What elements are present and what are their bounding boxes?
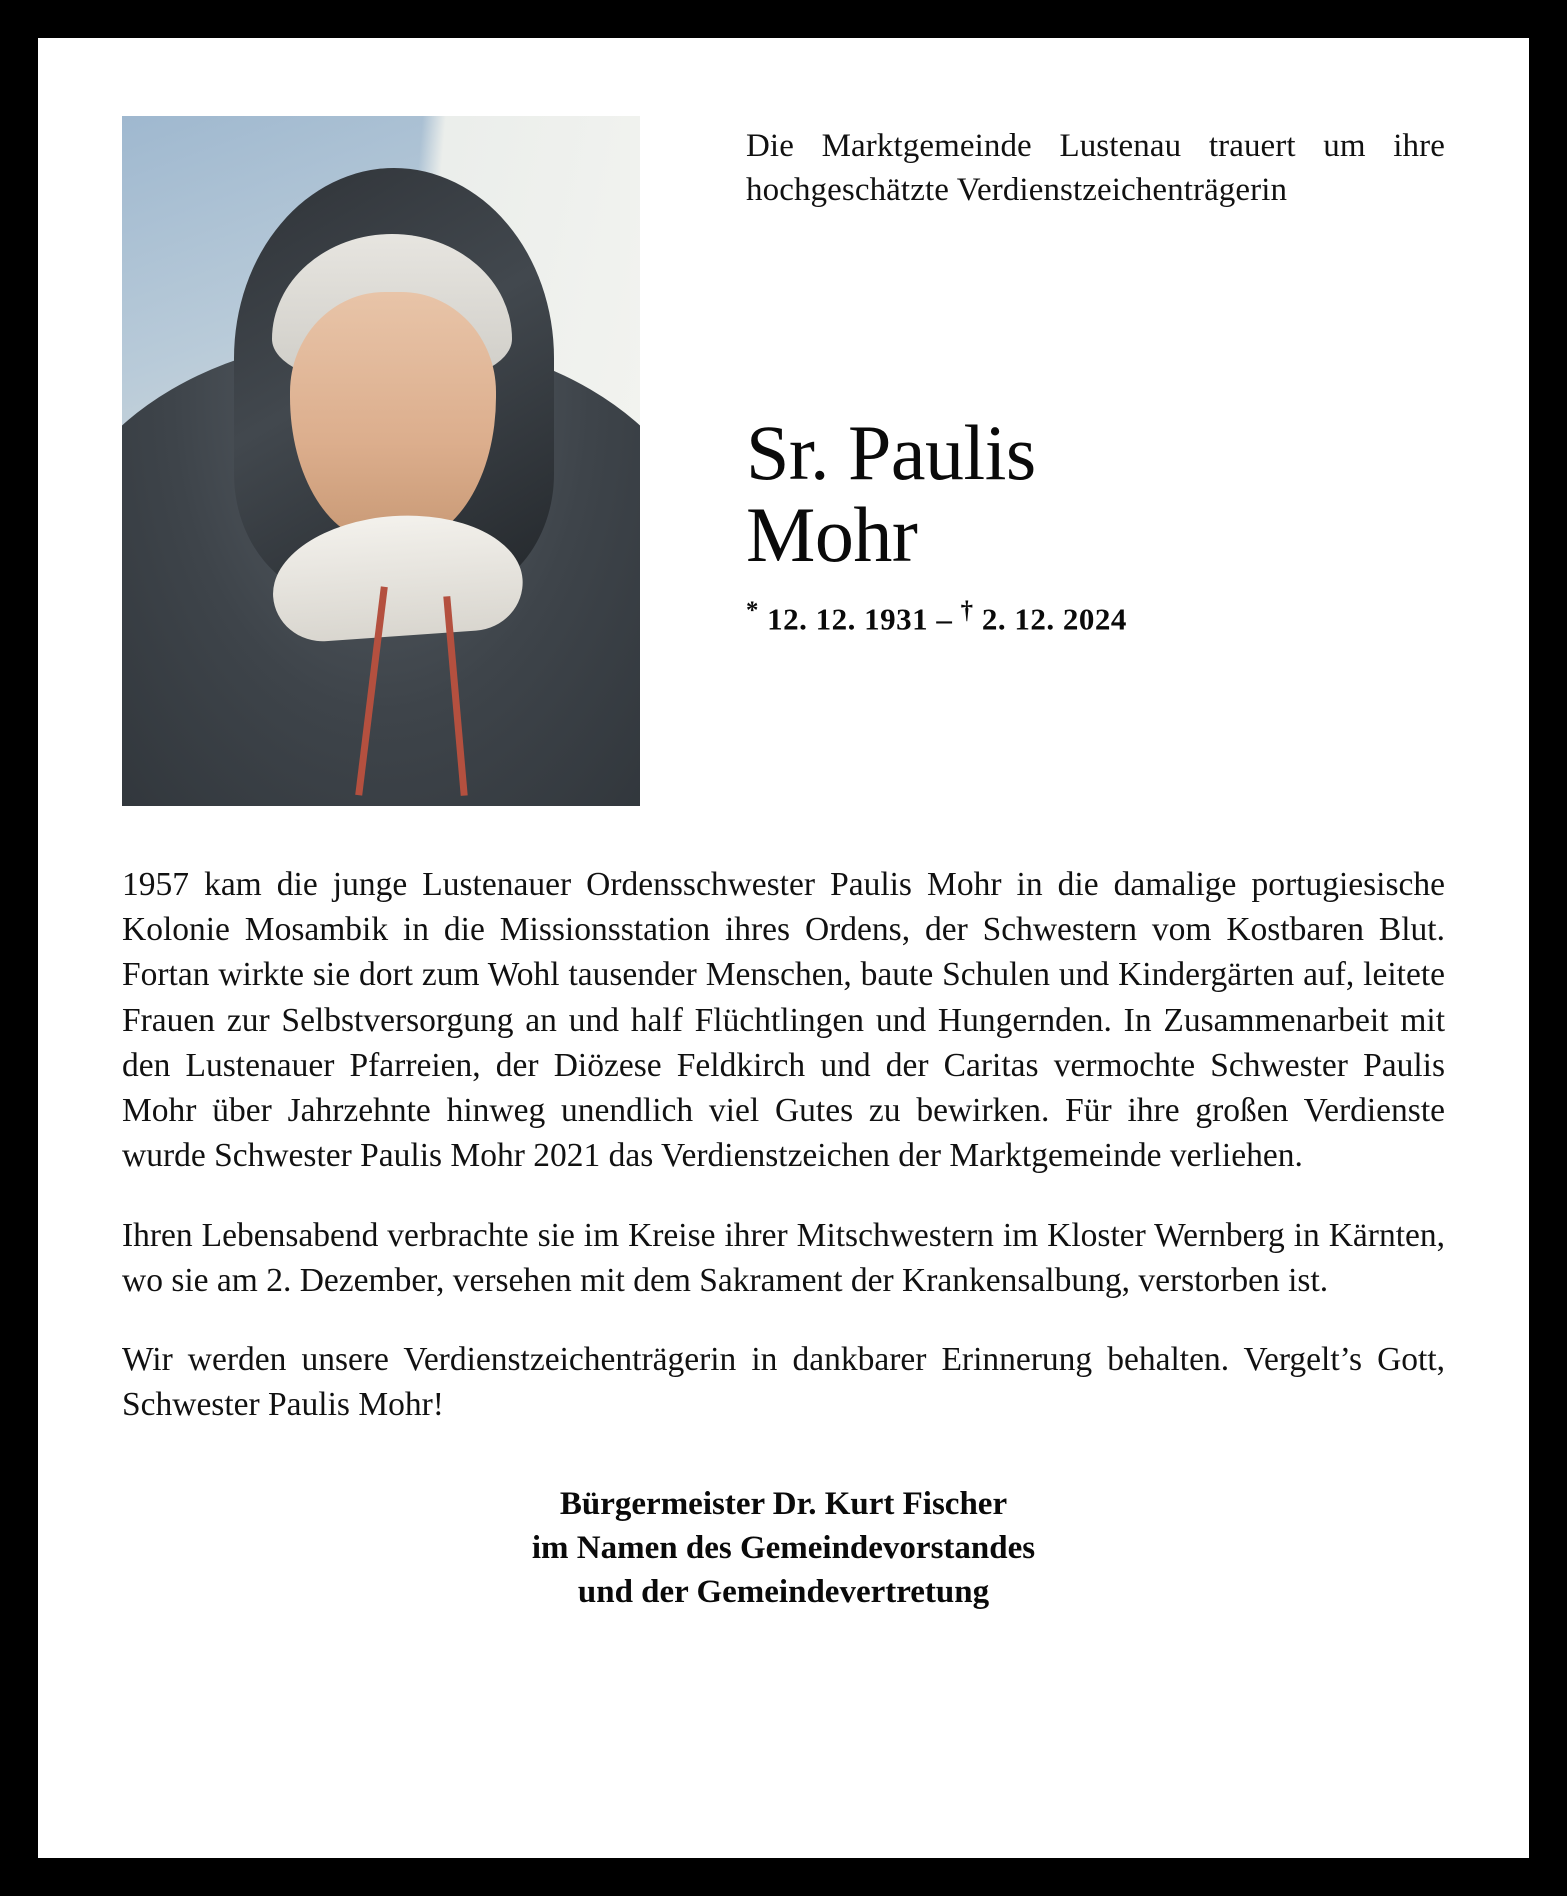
birth-date: 12. 12. 1931 (767, 600, 929, 636)
body-paragraph: Wir werden unsere Verdienstzeichenträgerin in dankbarer Erinnerung behalten. Vergelt’s Gott, Schwester Paulis Mohr! (122, 1340, 1445, 1424)
date-separator: – (936, 600, 953, 636)
birth-star-symbol: * (746, 596, 759, 624)
death-date: 2. 12. 2024 (981, 600, 1127, 636)
portrait-photo (122, 116, 640, 806)
death-cross-symbol: † (960, 596, 974, 624)
deceased-name-block (746, 409, 1445, 637)
body-paragraph: 1957 kam die junge Lustenauer Ordensschwester Paulis Mohr in die damalige portugiesische Kolonie Mosambik in die Missionsstation ihres Ordens, der Schwestern vom Kostbaren Blut. Fortan wirkte sie dort zum Wohl tausender Menschen, baute Schulen und Kindergärten auf, leitete Frauen zur Selbstversorgung an und half Flüchtlingen und Hungernden. In Zusammenarbeit mit den Lustenauer Pfarreien, der Diözese Feldkirch und der Caritas vermochte Schwester Paulis Mohr über Jahrzehnte hinweg unendlich viel Gutes zu bewirken. Für ihre großen Verdienste wurde Schwester Paulis Mohr 2021 das Verdienstzeichen der Marktgemeinde verliehen. (122, 866, 1445, 1175)
signature-line: und der Gemeindevertretung (577, 1574, 990, 1611)
header-text-column (640, 116, 1445, 637)
obituary-body (122, 862, 1445, 1427)
header-section (122, 116, 1445, 806)
signature-block (122, 1483, 1445, 1615)
signature-line: Bürgermeister Dr. Kurt Fischer (559, 1486, 1008, 1523)
deceased-name-second-line: Mohr (746, 490, 918, 578)
signature-line: im Namen des Gemeindevorstandes (531, 1530, 1036, 1567)
lead-text: Die Marktgemeinde Lustenau trauert um ihre hochgeschätzte Verdienstzeichenträgerin (746, 128, 1445, 209)
obituary-card (38, 38, 1529, 1858)
photo-face-shape (290, 292, 496, 542)
deceased-name-first-line: Sr. Paulis (746, 409, 1036, 497)
life-dates (746, 597, 1445, 637)
body-paragraph: Ihren Lebensabend verbrachte sie im Kreise ihrer Mitschwestern im Kloster Wernberg in Kärnten, wo sie am 2. Dezember, versehen mit dem Sakrament der Krankensalbung, verstorben ist. (122, 1216, 1445, 1299)
